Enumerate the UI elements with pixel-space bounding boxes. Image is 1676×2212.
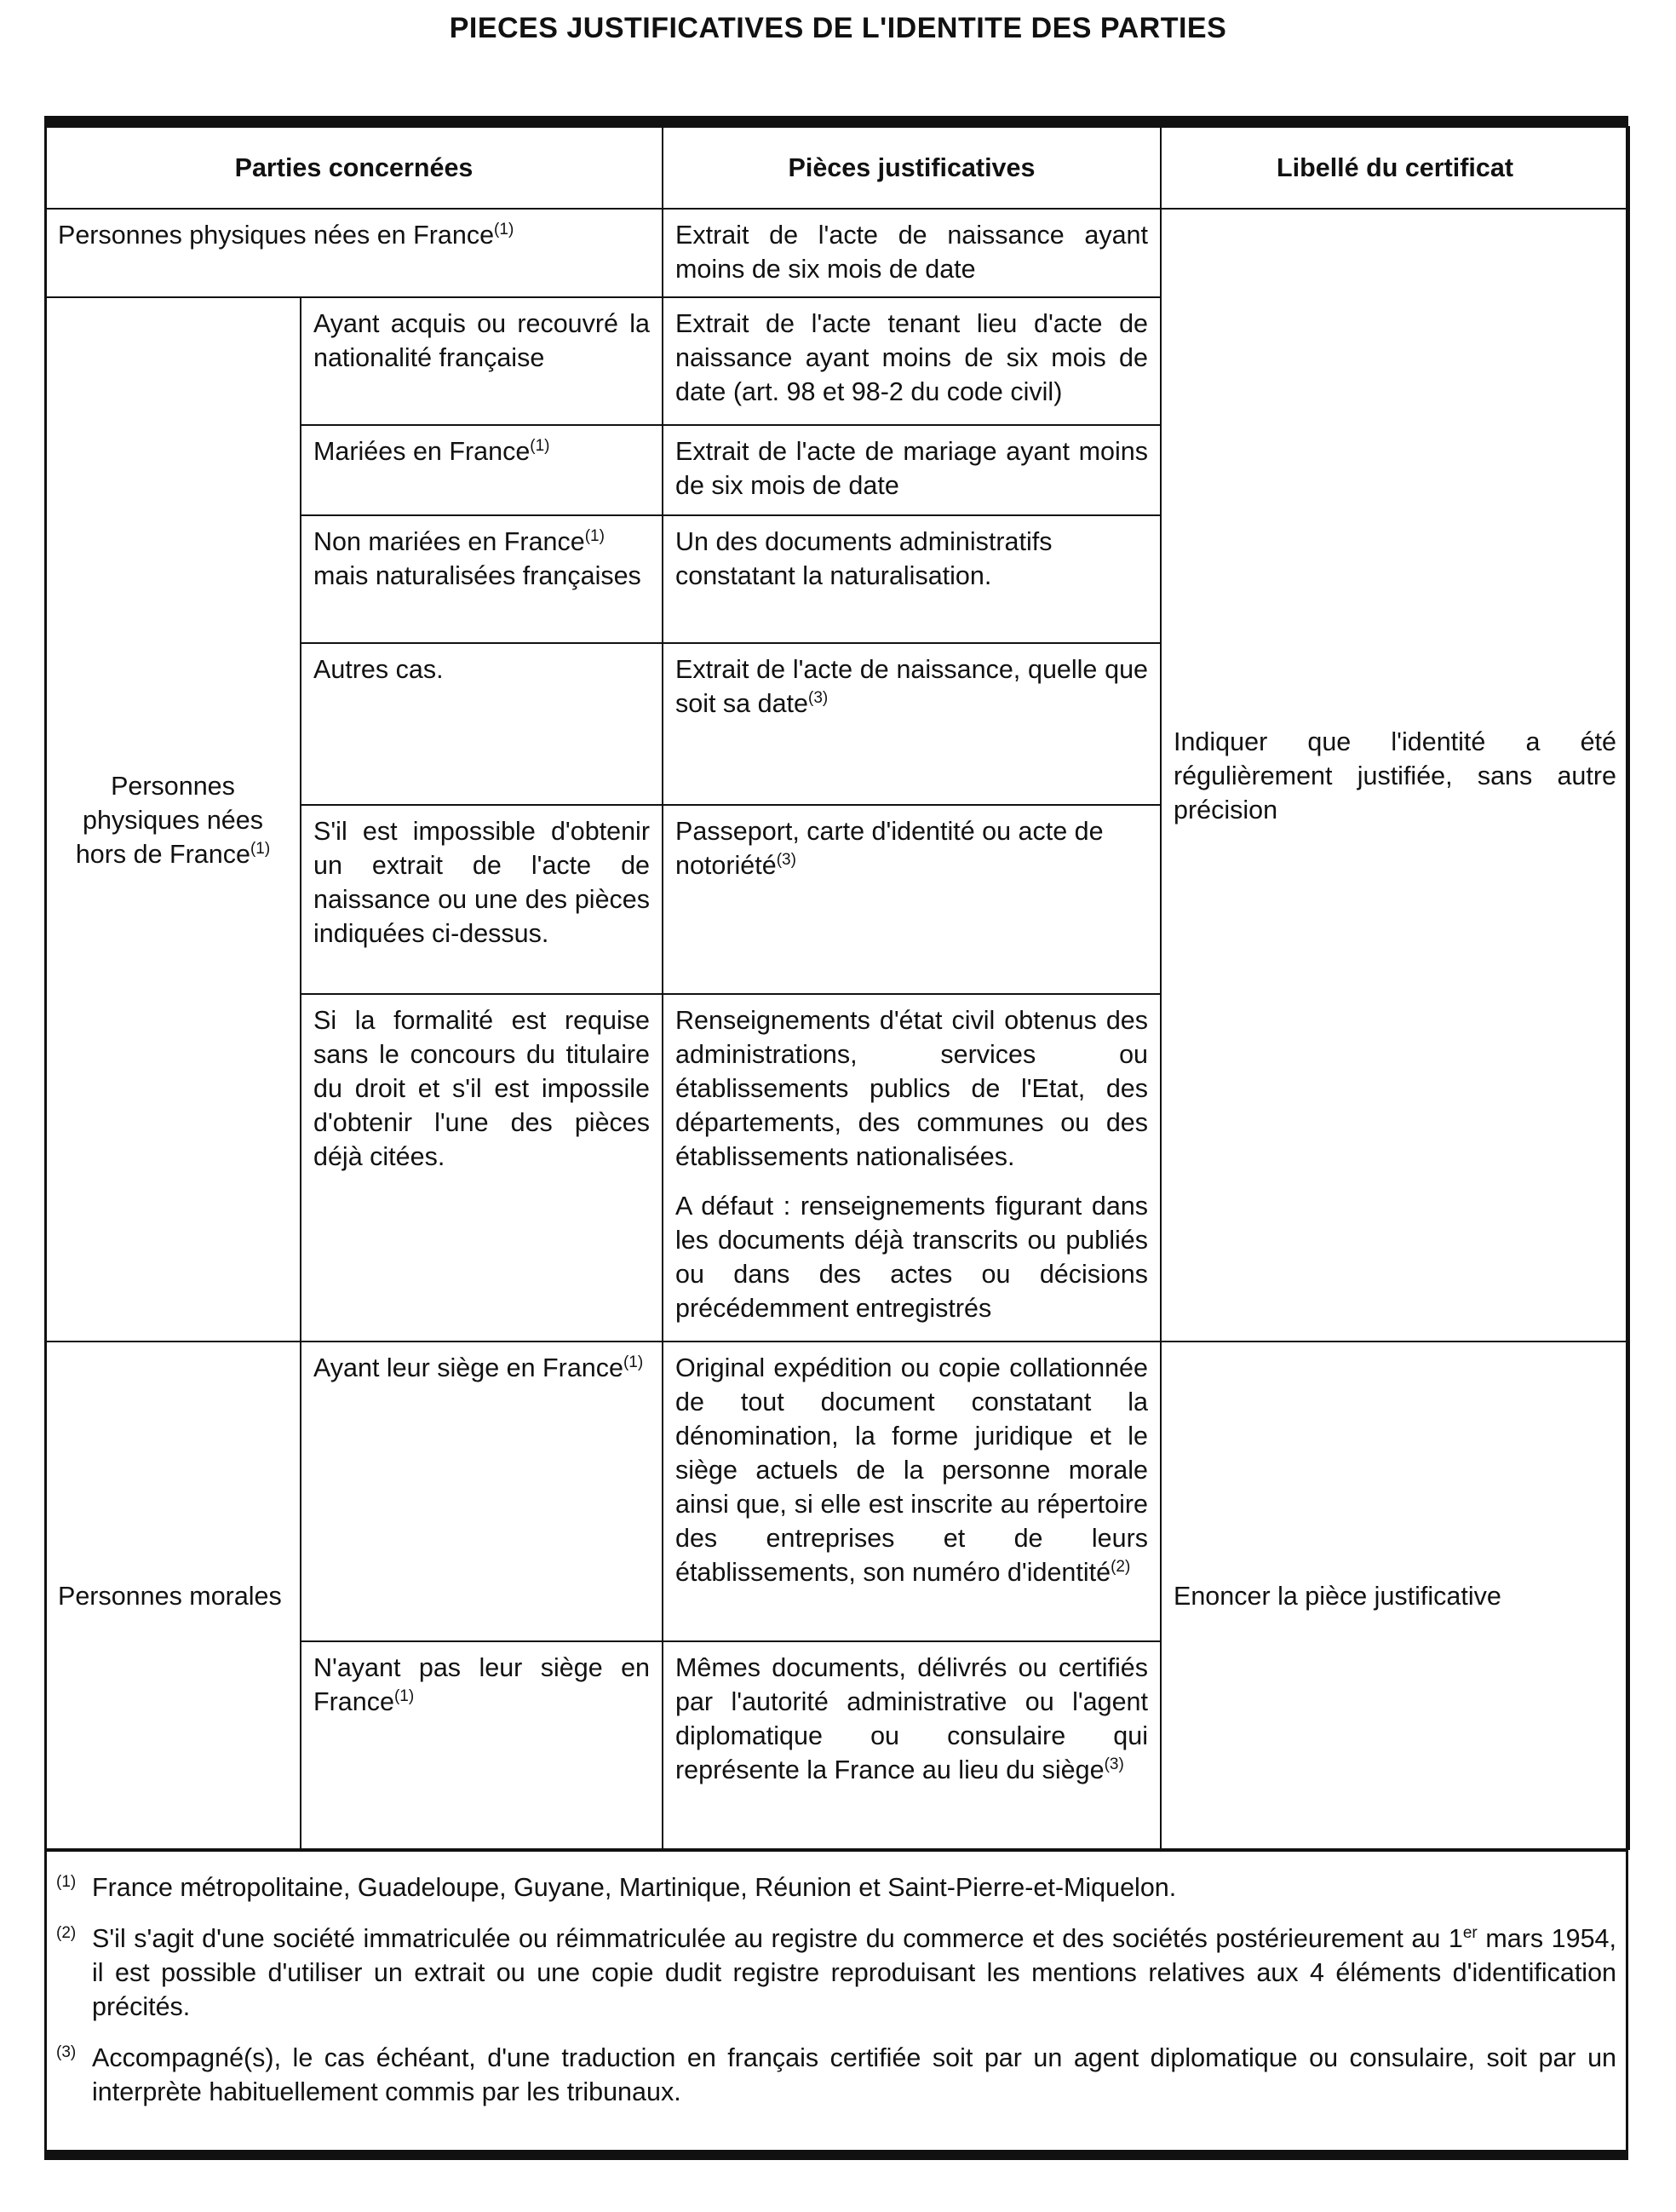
libelle-legal-persons: Enoncer la pièce justificative bbox=[1161, 1342, 1629, 1849]
piece-cell: Un des documents administratifs constatant la naturalisation. bbox=[663, 515, 1161, 643]
group-legal-persons: Personnes morales bbox=[45, 1342, 301, 1849]
header-row bbox=[45, 127, 1629, 209]
footnote-1 bbox=[56, 1870, 1616, 1905]
piece-cell: Mêmes documents, délivrés ou certifiés par l'autorité administrative ou l'agent diplomatique ou consulaire qui représente la France au lieu du siège$^{(3)}$ bbox=[663, 1641, 1161, 1849]
table-row bbox=[45, 1342, 1629, 1641]
identity-pieces-table bbox=[44, 126, 1630, 1850]
piece-main: Renseignements d'état civil obtenus des administrations, services ou établissements publics de l'Etat, des départements, des communes ou des établissements nationalisées. bbox=[675, 1006, 1148, 1171]
table-row bbox=[45, 209, 1629, 297]
piece-alternative: A défaut : renseignements figurant dans les documents déjà transcrits ou publiés ou dans des actes ou décisions précédemment entregistrés bbox=[675, 1192, 1148, 1323]
case-cell: S'il est impossible d'obtenir un extrait de l'acte de naissance ou une des pièces indiquées ci-dessus. bbox=[301, 805, 663, 994]
footnotes bbox=[44, 1850, 1628, 2150]
footnote-2 bbox=[56, 1922, 1616, 2024]
footnote-text: France métropolitaine, Guadeloupe, Guyane, Martinique, Réunion et Saint-Pierre-et-Miquelon. bbox=[92, 1873, 1177, 1902]
party-born-france: Personnes physiques nées en France$^{(1)}$ bbox=[45, 209, 663, 297]
header-parties: Parties concernées bbox=[45, 127, 663, 209]
piece-cell: Passeport, carte d'identité ou acte de notoriété$^{(3)}$ bbox=[663, 805, 1161, 994]
footnote-text: S'il s'agit d'une société immatriculée ou réimmatriculée au registre du commerce et des sociétés postérieurement au 1er mars 1954, il est possible d'utiliser un extrait ou une copie dudit registre reproduisant les mentions relatives aux 4 éléments d'identification précités. bbox=[92, 1923, 1616, 2021]
piece-cell: Extrait de l'acte tenant lieu d'acte de naissance ayant moins de six mois de date (art. 98 et 98-2 du code civil) bbox=[663, 297, 1161, 425]
piece-cell: Original expédition ou copie collationnée de tout document constatant la dénomination, la forme juridique et le siège actuels de la personne morale ainsi que, si elle est inscrite au répertoire des entreprises et de leurs établissements, son numéro d'identité$^{(2)}$ bbox=[663, 1342, 1161, 1641]
footnote-3 bbox=[56, 2041, 1616, 2109]
case-cell: N'ayant pas leur siège en France$^{(1)}$ bbox=[301, 1641, 663, 1849]
case-cell: Non mariées en France$^{(1)}$ mais naturalisées françaises bbox=[301, 515, 663, 643]
piece-cell: Extrait de l'acte de naissance ayant moins de six mois de date bbox=[663, 209, 1161, 297]
footnote-text: Accompagné(s), le cas échéant, d'une traduction en français certifiée soit par un agent diplomatique ou consulaire, soit par un interprète habituellement commis par les tribunaux. bbox=[92, 2043, 1616, 2106]
group-born-abroad: Personnes physiques nées hors de France$^{(1)}$ bbox=[45, 297, 301, 1342]
case-cell: Ayant leur siège en France$^{(1)}$ bbox=[301, 1342, 663, 1641]
case-cell: Autres cas. bbox=[301, 643, 663, 805]
footnote-mark: (2) bbox=[56, 1923, 77, 1942]
piece-cell bbox=[663, 994, 1161, 1342]
header-pieces: Pièces justificatives bbox=[663, 127, 1161, 209]
piece-cell: Extrait de l'acte de naissance, quelle que soit sa date$^{(3)}$ bbox=[663, 643, 1161, 805]
case-cell: Mariées en France$^{(1)}$ bbox=[301, 425, 663, 515]
case-cell: Si la formalité est requise sans le concours du titulaire du droit et s'il est impossile d'obtenir l'une des pièces déjà citées. bbox=[301, 994, 663, 1342]
header-libelle: Libellé du certificat bbox=[1161, 127, 1629, 209]
case-cell: Ayant acquis ou recouvré la nationalité française bbox=[301, 297, 663, 425]
piece-cell: Extrait de l'acte de mariage ayant moins de six mois de date bbox=[663, 425, 1161, 515]
footnote-mark: (3) bbox=[56, 2043, 77, 2061]
footnote-mark: (1) bbox=[56, 1872, 77, 1891]
libelle-physiques: Indiquer que l'identité a été régulièrement justifiée, sans autre précision bbox=[1161, 209, 1629, 1342]
page-title: PIECES JUSTIFICATIVES DE L'IDENTITE DES PARTIES bbox=[449, 12, 1227, 44]
